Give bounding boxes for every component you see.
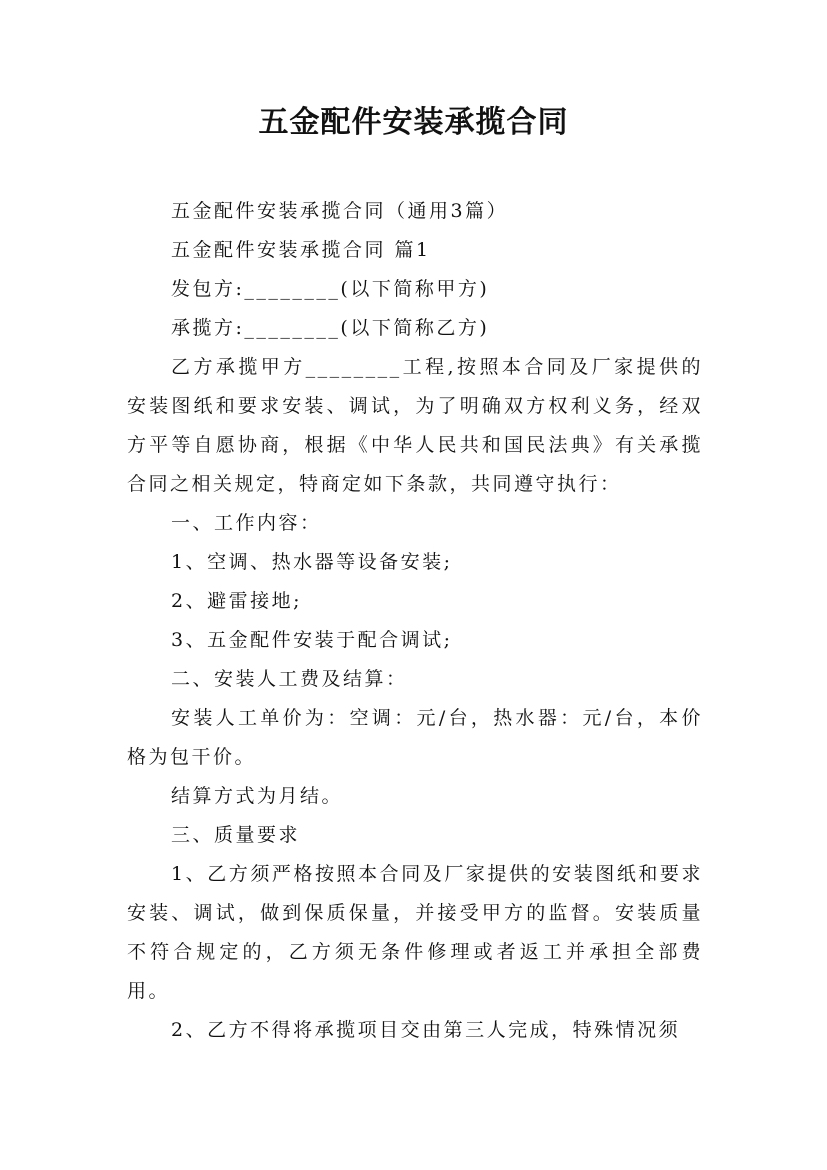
paragraph-preamble: 乙方承揽甲方________工程,按照本合同及厂家提供的安装图纸和要求安装、调试，为了明确双方权利义务，经双方平等自愿协商，根据《中华人民共和国民法典》有关承揽合同之相关规定，特商定如下条款，共同遵守执行： <box>127 356 703 495</box>
paragraph-clause-2-price: 安装人工单价为：空调：元/台，热水器：元/台，本价格为包干价。 <box>127 707 703 768</box>
paragraph-clause-3-item-1: 1、乙方须严格按照本合同及厂家提供的安装图纸和要求安装、调试，做到保质保量，并接受甲方的监督。安装质量不符合规定的，乙方须无条件修理或者返工并承担全部费用。 <box>127 863 703 1002</box>
paragraph-clause-1-item-2: 2、避雷接地; <box>171 590 302 612</box>
paragraph-clause-3-heading: 三、质量要求 <box>171 824 301 846</box>
paragraph-clause-2-heading: 二、安装人工费及结算： <box>171 668 408 690</box>
paragraph-subtitle: 五金配件安装承揽合同（通用3篇） <box>171 200 509 222</box>
paragraph-clause-1-heading: 一、工作内容： <box>171 512 322 534</box>
paragraph-party-b: 承揽方:________(以下简称乙方) <box>171 317 490 339</box>
paragraph-section-heading: 五金配件安装承揽合同 篇1 <box>171 239 431 261</box>
document-body <box>127 192 703 1050</box>
paragraph-clause-1-item-1: 1、空调、热水器等设备安装; <box>171 551 453 573</box>
paragraph-clause-1-item-3: 3、五金配件安装于配合调试; <box>171 629 453 651</box>
paragraph-party-a: 发包方:________(以下简称甲方) <box>171 278 490 300</box>
paragraph-clause-3-item-2: 2、乙方不得将承揽项目交由第三人完成，特殊情况须 <box>171 1019 681 1041</box>
paragraph-clause-2-settlement: 结算方式为月结。 <box>171 785 344 807</box>
document-title: 五金配件安装承揽合同 <box>258 105 569 140</box>
